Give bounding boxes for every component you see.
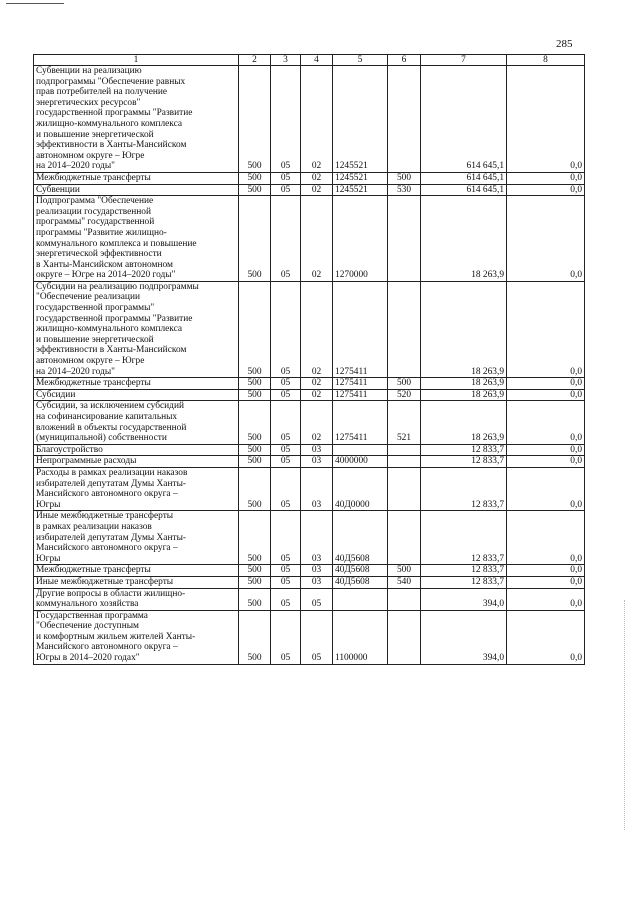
table-row: [34, 378, 585, 390]
amount-2015: 12 833,7: [421, 565, 507, 577]
target-article-code: 1275411: [333, 281, 388, 377]
expense-name: Межбюджетные трансферты: [34, 565, 239, 577]
ministry-code: 500: [239, 565, 271, 577]
table-row: [34, 66, 585, 173]
expense-type-code: [388, 588, 421, 610]
expense-name: Государственная программа "Обеспечение доступным и комфортным жильем жителей Ханты- Мансийского автономного округа – Югры в 2014–2020 годах": [34, 610, 239, 664]
amount-2015: 614 645,1: [421, 172, 507, 184]
target-article-code: 1100000: [333, 610, 388, 664]
amount-2015: 18 263,9: [421, 196, 507, 282]
expense-type-code: [388, 281, 421, 377]
table-row: [34, 610, 585, 664]
column-number-row: [34, 55, 585, 66]
ministry-code: 500: [239, 389, 271, 401]
amount-2015: 394,0: [421, 588, 507, 610]
expense-type-code: [388, 610, 421, 664]
target-article-code: 40Д5608: [333, 565, 388, 577]
table-row: [34, 444, 585, 456]
target-article-code: 40Д5608: [333, 576, 388, 588]
table-row: [34, 456, 585, 468]
section-code: 05: [271, 378, 301, 390]
section-code: 05: [271, 588, 301, 610]
table-row: [34, 389, 585, 401]
amount-2016: 0,0: [507, 467, 585, 510]
amount-2016: 0,0: [507, 378, 585, 390]
table-row: [34, 184, 585, 196]
subsection-code: 05: [301, 588, 333, 610]
scan-margin-mark: [624, 600, 626, 830]
subsection-code: 05: [301, 610, 333, 664]
subsection-code: 02: [301, 66, 333, 173]
ministry-code: 500: [239, 511, 271, 565]
amount-2016: 0,0: [507, 281, 585, 377]
expense-name: Непрограммные расходы: [34, 456, 239, 468]
column-header: 8: [507, 55, 585, 66]
amount-2016: 0,0: [507, 610, 585, 664]
amount-2015: 18 263,9: [421, 378, 507, 390]
section-code: 05: [271, 281, 301, 377]
expense-name: Иные межбюджетные трансферты: [34, 576, 239, 588]
target-article-code: [333, 444, 388, 456]
budget-table: [33, 54, 585, 665]
amount-2016: 0,0: [507, 456, 585, 468]
subsection-code: 03: [301, 444, 333, 456]
amount-2015: 12 833,7: [421, 467, 507, 510]
table-row: [34, 281, 585, 377]
table-body: [34, 66, 585, 665]
ministry-code: 500: [239, 66, 271, 173]
amount-2015: 614 645,1: [421, 184, 507, 196]
expense-name: Межбюджетные трансферты: [34, 378, 239, 390]
expense-type-code: 500: [388, 378, 421, 390]
target-article-code: 1245521: [333, 172, 388, 184]
section-code: 05: [271, 172, 301, 184]
subsection-code: 03: [301, 456, 333, 468]
ministry-code: 500: [239, 588, 271, 610]
amount-2015: 614 645,1: [421, 66, 507, 173]
ministry-code: 500: [239, 172, 271, 184]
ministry-code: 500: [239, 444, 271, 456]
ministry-code: 500: [239, 196, 271, 282]
expense-type-code: [388, 467, 421, 510]
column-header: 5: [333, 55, 388, 66]
expense-type-code: 520: [388, 389, 421, 401]
target-article-code: 1275411: [333, 378, 388, 390]
amount-2016: 0,0: [507, 184, 585, 196]
table-row: [34, 172, 585, 184]
ministry-code: 500: [239, 184, 271, 196]
target-article-code: 40Д0000: [333, 467, 388, 510]
target-article-code: 1275411: [333, 401, 388, 444]
subsection-code: 02: [301, 281, 333, 377]
expense-name: Субвенции на реализацию подпрограммы "Обеспечение равных прав потребителей на получение энергетических ресурсов" государственной программы "Развитие жилищно-коммунального комплекса и повышение энергетической эффективности в Ханты-Мансийском автономном округе – Югре на 2014–2020 годы": [34, 66, 239, 173]
section-code: 05: [271, 389, 301, 401]
expense-type-code: [388, 444, 421, 456]
subsection-code: 03: [301, 576, 333, 588]
section-code: 05: [271, 610, 301, 664]
amount-2016: 0,0: [507, 444, 585, 456]
target-article-code: 1275411: [333, 389, 388, 401]
ministry-code: 500: [239, 576, 271, 588]
target-article-code: 40Д5608: [333, 511, 388, 565]
expense-name: Другие вопросы в области жилищно- коммунального хозяйства: [34, 588, 239, 610]
expense-type-code: [388, 456, 421, 468]
expense-name: Субсидии на реализацию подпрограммы "Обеспечение реализации государственной программы" государственной программы "Развитие жилищно-коммунального комплекса и повышение энергетической эффективности в Ханты-Мансийском автономном округе – Югре на 2014–2020 годы": [34, 281, 239, 377]
amount-2016: 0,0: [507, 588, 585, 610]
column-header: 4: [301, 55, 333, 66]
ministry-code: 500: [239, 281, 271, 377]
amount-2015: 12 833,7: [421, 456, 507, 468]
section-code: 05: [271, 576, 301, 588]
section-code: 05: [271, 66, 301, 173]
expense-name: Расходы в рамках реализации наказов избирателей депутатам Думы Ханты- Мансийского автономного округа – Югры: [34, 467, 239, 510]
section-code: 05: [271, 444, 301, 456]
expense-type-code: [388, 196, 421, 282]
ministry-code: 500: [239, 401, 271, 444]
ministry-code: 500: [239, 610, 271, 664]
amount-2015: 12 833,7: [421, 576, 507, 588]
target-article-code: 1245521: [333, 184, 388, 196]
section-code: 05: [271, 467, 301, 510]
expense-name: Иные межбюджетные трансферты в рамках реализации наказов избирателей депутатам Думы Ханты- Мансийского автономного округа – Югры: [34, 511, 239, 565]
expense-name: Субсидии: [34, 389, 239, 401]
subsection-code: 02: [301, 196, 333, 282]
amount-2016: 0,0: [507, 196, 585, 282]
target-article-code: [333, 588, 388, 610]
amount-2015: 394,0: [421, 610, 507, 664]
expense-type-code: 530: [388, 184, 421, 196]
amount-2015: 12 833,7: [421, 444, 507, 456]
column-header: 3: [271, 55, 301, 66]
subsection-code: 02: [301, 401, 333, 444]
amount-2016: 0,0: [507, 565, 585, 577]
amount-2015: 12 833,7: [421, 511, 507, 565]
expense-name: Межбюджетные трансферты: [34, 172, 239, 184]
expense-name: Благоустройство: [34, 444, 239, 456]
column-header: 7: [421, 55, 507, 66]
ministry-code: 500: [239, 378, 271, 390]
amount-2015: 18 263,9: [421, 281, 507, 377]
expense-type-code: 500: [388, 172, 421, 184]
amount-2015: 18 263,9: [421, 401, 507, 444]
table-row: [34, 196, 585, 282]
target-article-code: 1270000: [333, 196, 388, 282]
subsection-code: 02: [301, 172, 333, 184]
table-row: [34, 576, 585, 588]
expense-type-code: 521: [388, 401, 421, 444]
section-code: 05: [271, 565, 301, 577]
amount-2016: 0,0: [507, 389, 585, 401]
target-article-code: 4000000: [333, 456, 388, 468]
subsection-code: 02: [301, 378, 333, 390]
expense-name: Субсидии, за исключением субсидий на софинансирование капитальных вложений в объекты государственной (муниципальной) собственности: [34, 401, 239, 444]
section-code: 05: [271, 511, 301, 565]
ministry-code: 500: [239, 456, 271, 468]
subsection-code: 02: [301, 389, 333, 401]
subsection-code: 02: [301, 184, 333, 196]
table-row: [34, 511, 585, 565]
expense-type-code: [388, 66, 421, 173]
amount-2016: 0,0: [507, 66, 585, 173]
scan-edge-line: [6, 3, 64, 4]
amount-2016: 0,0: [507, 401, 585, 444]
section-code: 05: [271, 196, 301, 282]
expense-type-code: 500: [388, 565, 421, 577]
table-row: [34, 588, 585, 610]
page-number: 285: [556, 38, 573, 50]
section-code: 05: [271, 184, 301, 196]
table-row: [34, 467, 585, 510]
subsection-code: 03: [301, 467, 333, 510]
column-header: 2: [239, 55, 271, 66]
table-row: [34, 565, 585, 577]
section-code: 05: [271, 456, 301, 468]
amount-2016: 0,0: [507, 576, 585, 588]
expense-type-code: [388, 511, 421, 565]
section-code: 05: [271, 401, 301, 444]
amount-2015: 18 263,9: [421, 389, 507, 401]
table-row: [34, 401, 585, 444]
expense-name: Подпрограмма "Обеспечение реализации государственной программы" государственной программы "Развитие жилищно- коммунального комплекса и повышение энергетической эффективности в Ханты-Мансийском автономном округе – Югре на 2014–2020 годы": [34, 196, 239, 282]
amount-2016: 0,0: [507, 511, 585, 565]
target-article-code: 1245521: [333, 66, 388, 173]
subsection-code: 03: [301, 511, 333, 565]
subsection-code: 03: [301, 565, 333, 577]
ministry-code: 500: [239, 467, 271, 510]
expense-type-code: 540: [388, 576, 421, 588]
column-header: 1: [34, 55, 239, 66]
column-header: 6: [388, 55, 421, 66]
amount-2016: 0,0: [507, 172, 585, 184]
expense-name: Субвенции: [34, 184, 239, 196]
